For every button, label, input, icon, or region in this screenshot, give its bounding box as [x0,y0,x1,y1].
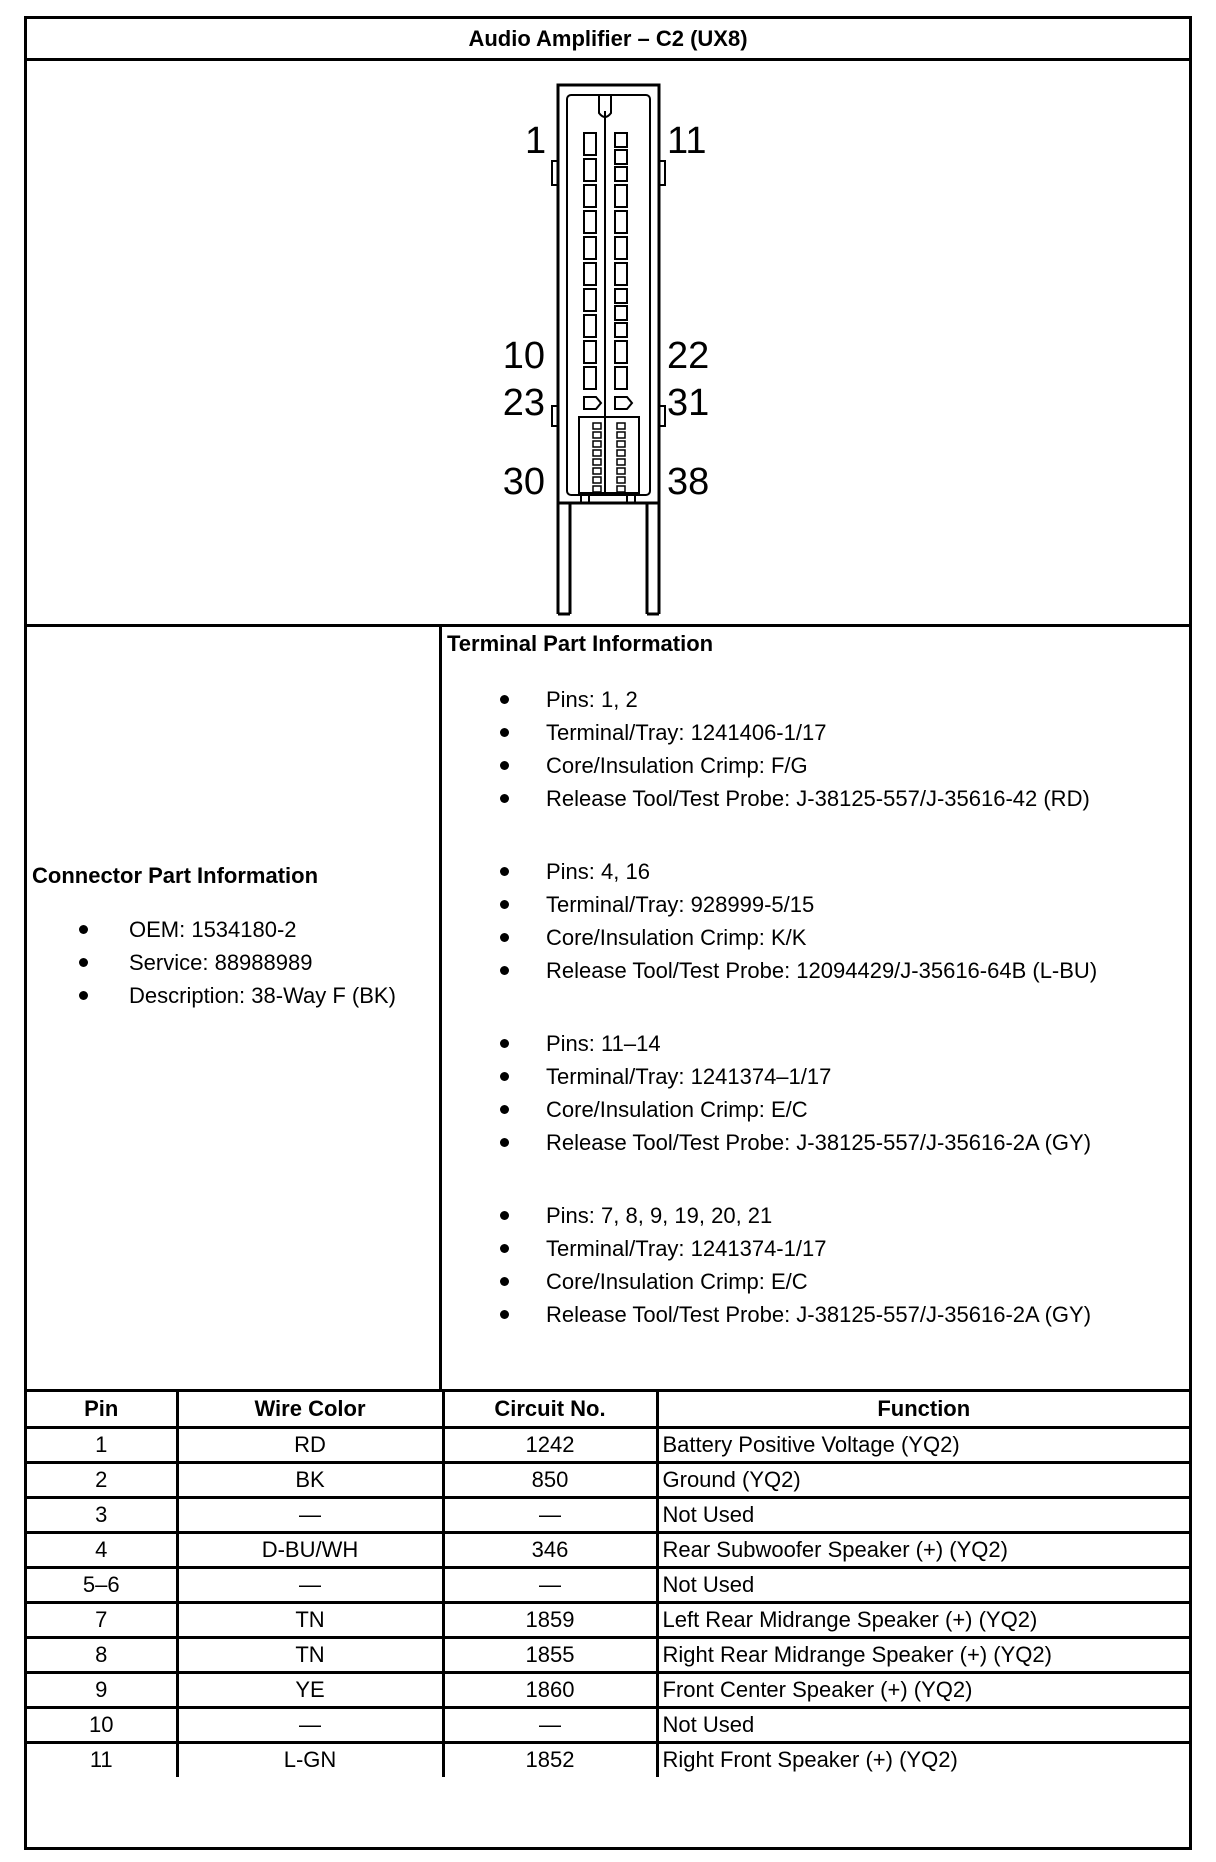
col-header-circuit: Circuit No. [443,1392,657,1427]
bullet-icon [500,1211,509,1220]
list-item: Release Tool/Test Probe: J-38125-557/J-35616-2A (GY) [442,1126,1091,1159]
cell-circuit: 850 [443,1462,657,1497]
terminal-group-3 [442,1027,1091,1159]
list-item: Core/Insulation Crimp: E/C [442,1093,1091,1126]
cell-function: Left Rear Midrange Speaker (+) (YQ2) [657,1602,1189,1637]
bullet-icon [500,695,509,704]
cell-circuit: — [443,1497,657,1532]
cell-wire-color: RD [177,1427,443,1462]
cell-wire-color: L-GN [177,1742,443,1777]
pin-label-23: 23 [502,382,545,424]
bullet-icon [500,1244,509,1253]
connector-part-info-list [27,913,396,1012]
cell-wire-color: TN [177,1637,443,1672]
list-item: Terminal/Tray: 1241374-1/17 [442,1232,1091,1265]
connector-diagram [27,61,1189,627]
connector-part-info-heading: Connector Part Information [32,863,319,888]
list-item: Description: 38-Way F (BK) [27,979,396,1012]
bullet-icon [500,1277,509,1286]
bullet-icon [500,1072,509,1081]
list-item: Core/Insulation Crimp: K/K [442,921,1097,954]
cell-circuit: 346 [443,1532,657,1567]
key-left [584,397,601,409]
cell-wire-color: — [177,1707,443,1742]
table-row [27,1637,1189,1672]
upper-cavities-right [615,133,627,389]
cell-pin: 8 [27,1637,177,1672]
upper-cavities-left [584,133,596,389]
cell-circuit: 1852 [443,1742,657,1777]
side-tab-left-lower [552,406,558,426]
cell-wire-color: D-BU/WH [177,1532,443,1567]
pin-label-1: 1 [525,120,547,162]
bullet-icon [500,794,509,803]
list-item: Core/Insulation Crimp: F/G [442,749,1090,782]
bullet-icon [500,1310,509,1319]
page-title: Audio Amplifier – C2 (UX8) [27,19,1189,61]
pin-label-22: 22 [667,335,710,377]
bullet-icon [500,1138,509,1147]
table-row [27,1602,1189,1637]
col-header-wire-color: Wire Color [177,1392,443,1427]
connector-housing [558,85,659,503]
cell-wire-color: — [177,1497,443,1532]
cell-pin: 10 [27,1707,177,1742]
side-tab-right [659,161,665,185]
table-row [27,1532,1189,1567]
table-row [27,1742,1189,1777]
cell-function: Not Used [657,1567,1189,1602]
terminal-group-4 [442,1199,1091,1331]
list-item: Release Tool/Test Probe: 12094429/J-35616-64B (L-BU) [442,954,1097,987]
cell-pin: 11 [27,1742,177,1777]
cell-function: Right Front Speaker (+) (YQ2) [657,1742,1189,1777]
cell-function: Not Used [657,1707,1189,1742]
cell-pin: 5–6 [27,1567,177,1602]
list-item: Pins: 11–14 [442,1027,1091,1060]
pin-label-11: 11 [667,120,707,162]
bullet-icon [79,925,88,934]
table-row [27,1672,1189,1707]
connector-sheet [24,16,1192,1850]
table-row [27,1462,1189,1497]
list-item: Release Tool/Test Probe: J-38125-557/J-35616-2A (GY) [442,1298,1091,1331]
list-item: Terminal/Tray: 1241374–1/17 [442,1060,1091,1093]
cell-pin: 9 [27,1672,177,1707]
pin-table [27,1392,1189,1777]
cell-wire-color: YE [177,1672,443,1707]
terminal-group-2 [442,855,1097,987]
cell-pin: 3 [27,1497,177,1532]
key-right [615,397,632,409]
connector-face-drawing [27,61,1195,627]
list-item: Terminal/Tray: 1241406-1/17 [442,716,1090,749]
cell-circuit: 1860 [443,1672,657,1707]
bullet-icon [79,958,88,967]
cell-function: Front Center Speaker (+) (YQ2) [657,1672,1189,1707]
cell-function: Rear Subwoofer Speaker (+) (YQ2) [657,1532,1189,1567]
col-header-pin: Pin [27,1392,177,1427]
terminal-part-info-heading: Terminal Part Information [447,631,714,656]
cell-circuit: — [443,1707,657,1742]
table-row [27,1567,1189,1602]
cell-circuit: 1242 [443,1427,657,1462]
side-tab-left [552,161,558,185]
lower-cavity-block [579,417,639,493]
part-info-section [27,627,1189,1392]
bullet-icon [500,761,509,770]
pin-label-30: 30 [502,461,545,503]
list-item: Release Tool/Test Probe: J-38125-557/J-35616-42 (RD) [442,782,1090,815]
bullet-icon [500,1039,509,1048]
bullet-icon [500,867,509,876]
cell-function: Ground (YQ2) [657,1462,1189,1497]
pin-table-grid [27,1392,1189,1777]
list-item: Terminal/Tray: 928999-5/15 [442,888,1097,921]
connector-part-info [27,627,442,1389]
cell-pin: 1 [27,1427,177,1462]
cell-function: Not Used [657,1497,1189,1532]
bullet-icon [500,728,509,737]
bullet-icon [500,933,509,942]
pin-label-38: 38 [667,461,710,503]
list-item: Pins: 4, 16 [442,855,1097,888]
col-header-function: Function [657,1392,1189,1427]
cell-function: Right Rear Midrange Speaker (+) (YQ2) [657,1637,1189,1672]
list-item: Pins: 7, 8, 9, 19, 20, 21 [442,1199,1091,1232]
cell-pin: 7 [27,1602,177,1637]
list-item: Pins: 1, 2 [442,683,1090,716]
lower-cavities [593,423,625,492]
terminal-group-1 [442,683,1090,815]
cell-pin: 4 [27,1532,177,1567]
table-row [27,1707,1189,1742]
cell-wire-color: BK [177,1462,443,1497]
connector-legs [558,503,659,614]
pin-label-31: 31 [667,382,710,424]
table-row [27,1427,1189,1462]
bullet-icon [79,991,88,1000]
list-item: Core/Insulation Crimp: E/C [442,1265,1091,1298]
table-header-row [27,1392,1189,1427]
bullet-icon [500,966,509,975]
cell-wire-color: TN [177,1602,443,1637]
bullet-icon [500,1105,509,1114]
cell-circuit: — [443,1567,657,1602]
cell-circuit: 1859 [443,1602,657,1637]
bullet-icon [500,900,509,909]
cell-circuit: 1855 [443,1637,657,1672]
table-row [27,1497,1189,1532]
list-item: Service: 88988989 [27,946,396,979]
cell-wire-color: — [177,1567,443,1602]
cell-pin: 2 [27,1462,177,1497]
terminal-part-info [442,627,1189,1389]
side-tab-right-lower [659,406,665,426]
cell-function: Battery Positive Voltage (YQ2) [657,1427,1189,1462]
list-item: OEM: 1534180-2 [27,913,396,946]
pin-label-10: 10 [502,335,545,377]
